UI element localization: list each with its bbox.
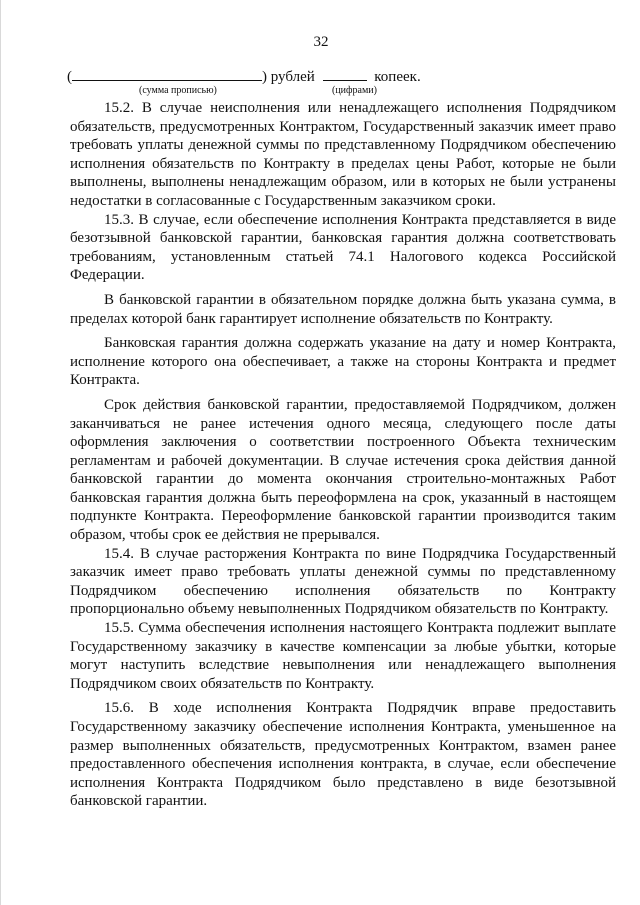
paragraph-15-5: 15.5. Сумма обеспечения исполнения настоящего Контракта подлежит выплате Государственному заказчику в качестве компенсации за любые убытки, которые могут наступить вследствие невыполнения или ненадлежащего выполнения Подрядчиком своих обязательств по Контракту. bbox=[70, 620, 616, 692]
paragraph-15-4: 15.4. В случае расторжения Контракта по вине Подрядчика Государственный заказчик имеет право требовать уплаты денежной суммы по представленному Подрядчиком обеспечению исполнения обязательств по Контракту пропорционально объему невыполненных Подрядчиком обязательств по Контракту. bbox=[70, 545, 616, 618]
paragraph-guarantee-date: Банковская гарантия должна содержать указание на дату и номер Контракта, исполнение которого она обеспечивает, а также на стороны Контракта и предмет Контракта. bbox=[70, 335, 616, 389]
kopecks-label: копеек. bbox=[374, 69, 421, 85]
document-body bbox=[70, 99, 616, 811]
paragraph-15-2: 15.2. В случае неисполнения или ненадлежащего исполнения Подрядчиком обязательств, предусмотренных Контрактом, Государственный заказчик имеет право требовать уплаты денежной суммы по представленному Подрядчиком обеспечению исполнения обязательств по Контракту в пределах цены Работ, которые не были выполнены, выполнены ненадлежащим образом, или в которых не были устранены недостатки в согласованные с Государственным заказчиком сроки. bbox=[70, 100, 616, 209]
amount-words-caption: (сумма прописью) bbox=[139, 85, 217, 96]
paragraph-guarantee-amount: В банковской гарантии в обязательном порядке должна быть указана сумма, в пределах которой банк гарантирует исполнение обязательств по Контракту. bbox=[70, 291, 616, 327]
paragraph-15-3: 15.3. В случае, если обеспечение исполнения Контракта представляется в виде безотзывной банковской гарантии, банковская гарантия должна соответствовать требованиям, установленным статьей 74.1 Налогового кодекса Российской Федерации. bbox=[70, 211, 616, 284]
amount-words-blank bbox=[72, 66, 262, 81]
amount-digits-caption: (цифрами) bbox=[332, 85, 377, 96]
amount-fill-line bbox=[67, 66, 421, 86]
kopecks-blank bbox=[323, 66, 367, 81]
open-paren: ( bbox=[67, 69, 72, 85]
paragraph-15-6: 15.6. В ходе исполнения Контракта Подрядчик вправе предоставить Государственному заказчику обеспечение исполнения Контракта, уменьшенное на размер выполненных обязательств, предусмотренных Контрактом, взамен ранее предоставленного обеспечения исполнения контракта, в случае, если обеспечение исполнения Контракта Подрядчиком было представлено в виде безотзывной банковской гарантии. bbox=[70, 700, 616, 810]
rubles-label: ) рублей bbox=[262, 69, 315, 85]
paragraph-guarantee-term: Срок действия банковской гарантии, предоставляемой Подрядчиком, должен заканчиваться не ранее истечения одного месяца, следующего после даты оформления заключения о соответствии построенного Объекта техническим регламентам и рабочей документации. В случае истечения срока действия данной банковской гарантии до момента окончания строительно-монтажных Работ банковская гарантия должна быть переоформлена на срок, указанный в настоящем подпункте Контракта. Переоформление банковской гарантии производится таким образом, чтобы срок ее действия не прерывался. bbox=[70, 396, 616, 544]
page-number: 32 bbox=[313, 34, 329, 50]
